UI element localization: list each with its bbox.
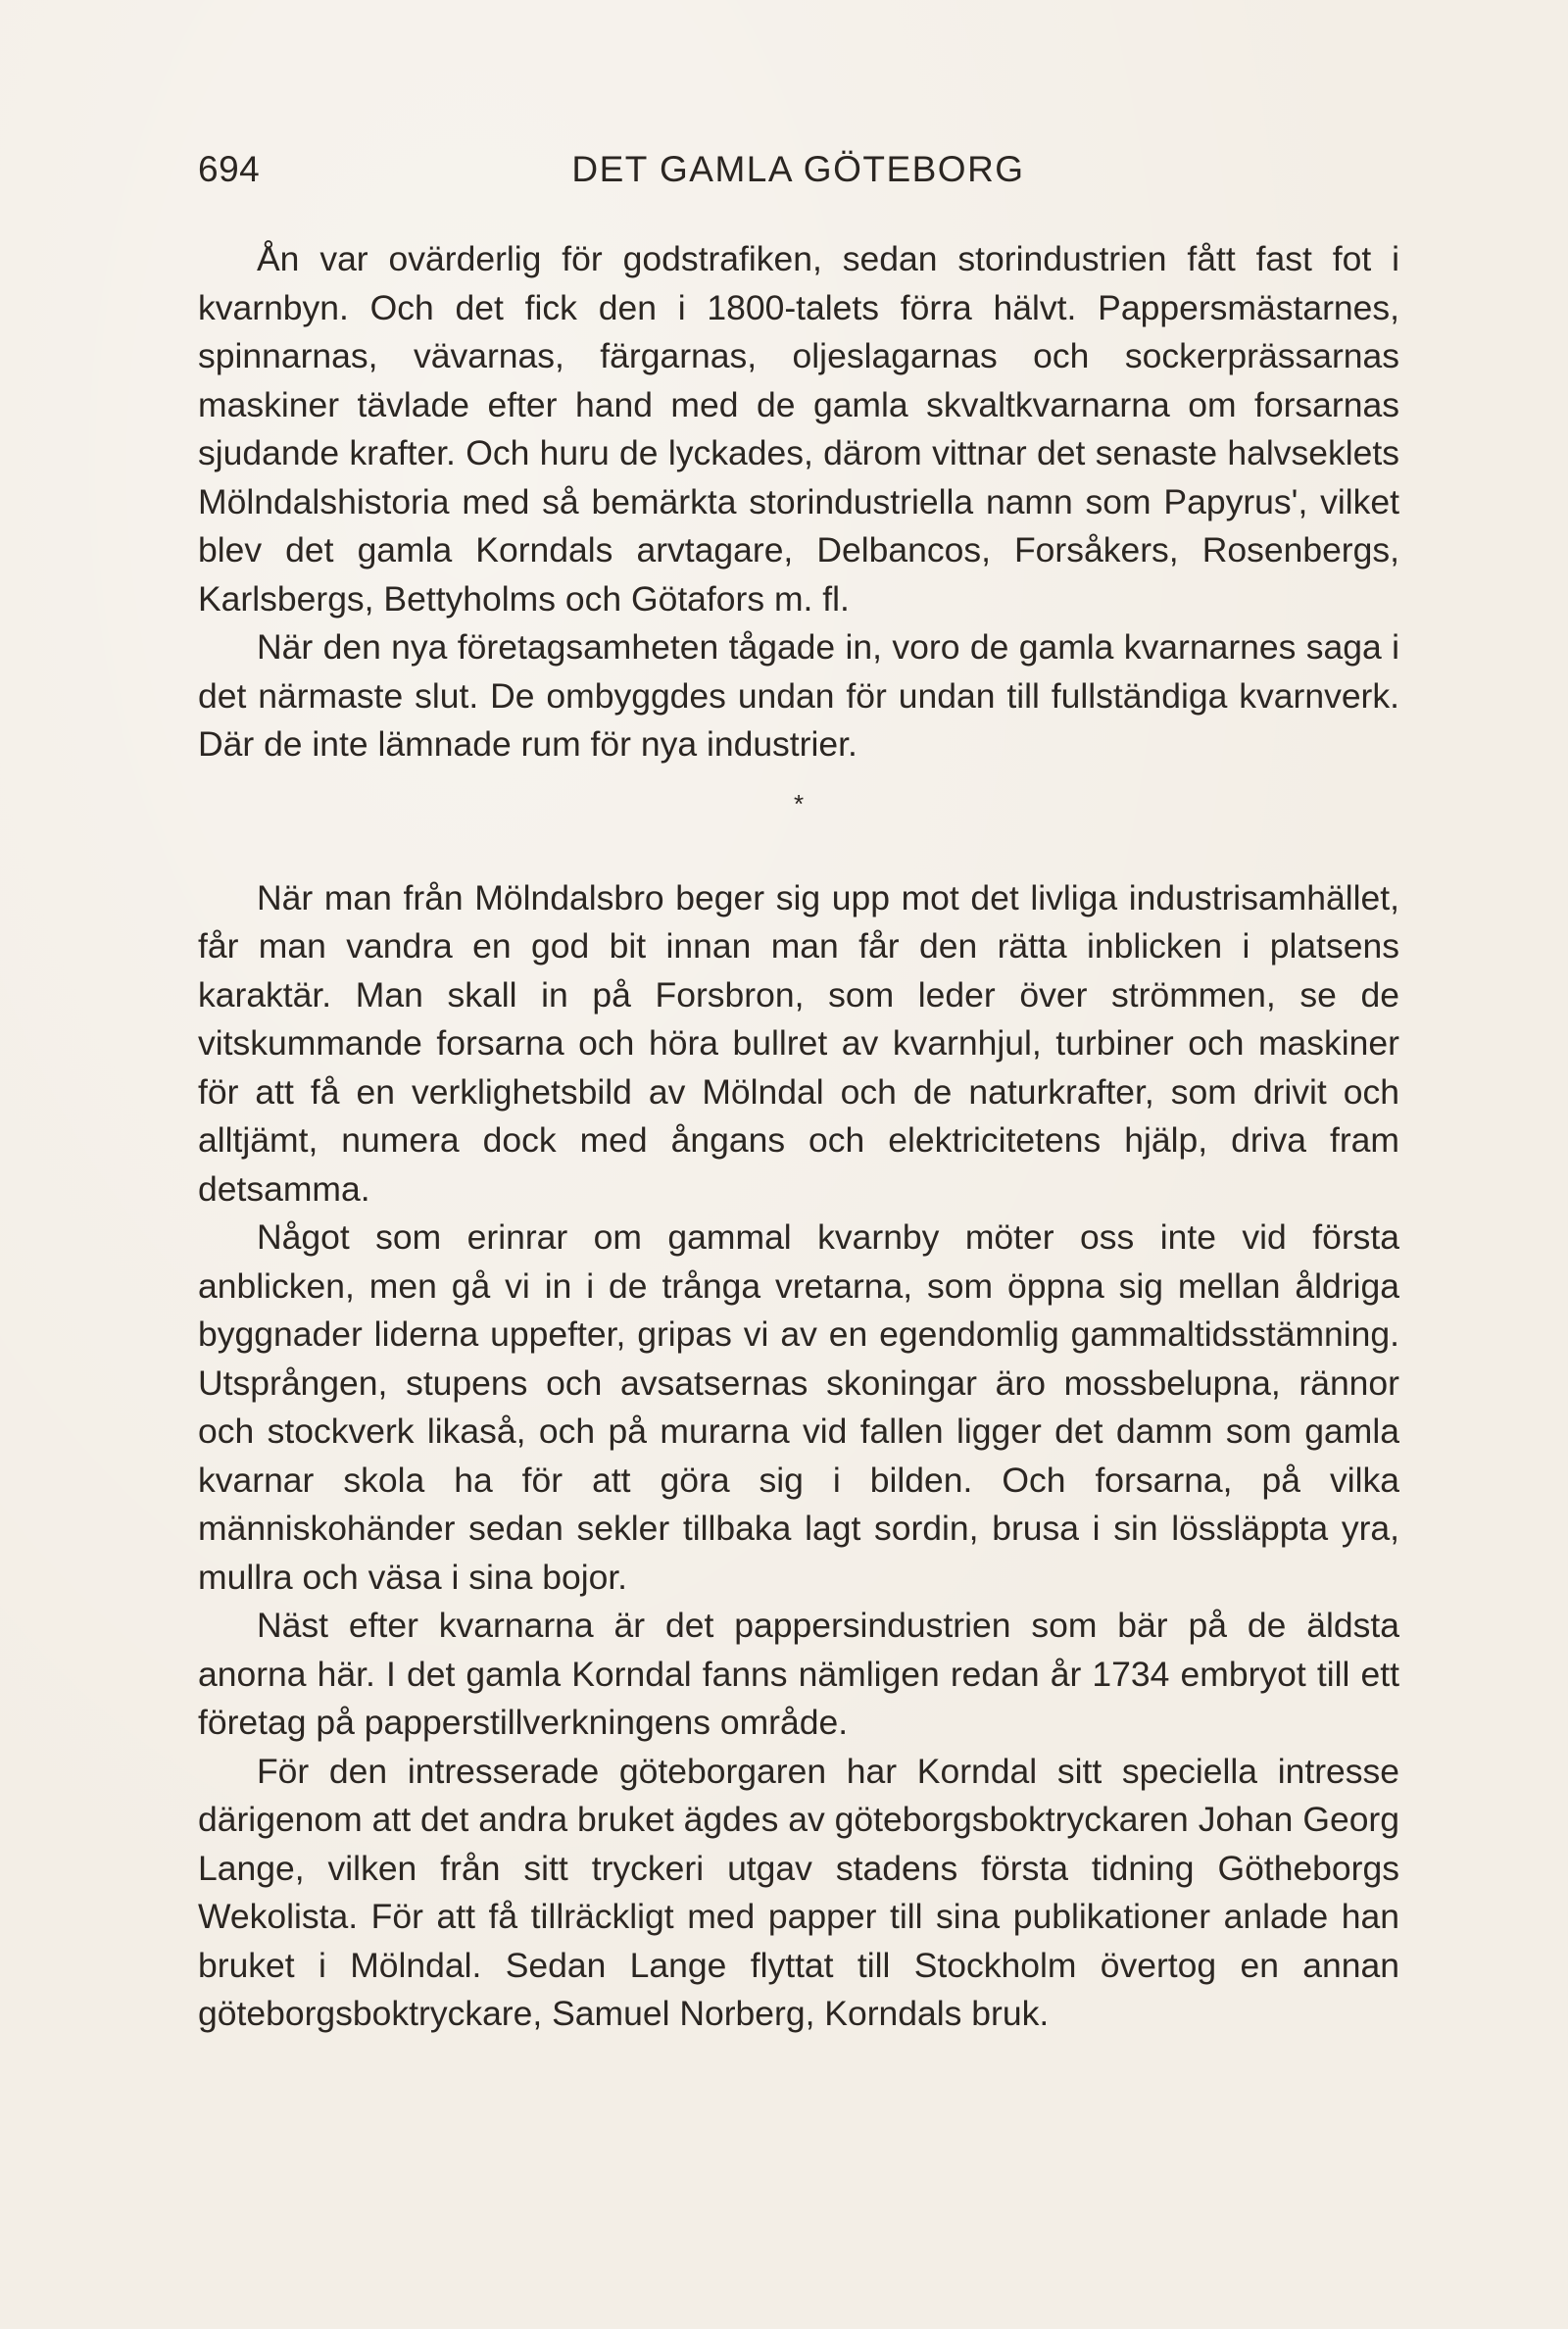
paragraph: När man från Mölndalsbro beger sig upp mot det livliga industrisamhället, får man vandra en god bit innan man får den rätta inblicken i platsens karaktär. Man skall in på Forsbron, som leder över strömmen, se de vitskummande forsarna och höra bullret av kvarnhjul, turbiner och maskiner för att få en verklighetsbild av Mölndal och de naturkrafter, som drivit och alltjämt, numera dock med ångans och elektricitetens hjälp, driva fram detsamma. bbox=[198, 877, 1399, 1209]
paragraph: Ån var ovärderlig för godstrafiken, sedan storindustrien fått fast fot i kvarnbyn. Och det fick den i 1800-talets förra hälvt. Pappersmästarnes, spinnarnas, vävarnas, färgarnas, oljeslagarnas och sockerprässarnas maskiner tävlade efter hand med de gamla skvaltkvarnarna om forsarnas sjudande krafter. Och huru de lyckades, därom vittnar det senaste halvseklets Mölndalshistoria med så bemärkta storindustriella namn som Papyrus', vilket blev det gamla Korndals arvtagare, Delbancos, Forsåkers, Rosenbergs, Karlsbergs, Bettyholms och Götafors m. fl. bbox=[198, 239, 1399, 619]
section-divider: * bbox=[793, 788, 805, 818]
body-text bbox=[198, 235, 1399, 2039]
paragraph: Något som erinrar om gammal kvarnby möter oss inte vid första anblicken, men gå vi in i de trånga vretarna, som öppna sig mellan åldriga byggnader liderna uppefter, gripas vi av en egendomlig gammaltidsstämning. Utsprången, stupens och avsatsernas skoningar äro mossbelupna, rännor och stockverk likaså, och på murarna vid fallen ligger det damm som gamla kvarnar skola ha för att göra sig i bilden. Och forsarna, på vilka människohänder sedan sekler tillbaka lagt sordin, brusa i sin lössläppta yra, mullra och väsa i sina bojor. bbox=[198, 1217, 1399, 1597]
paragraph: Näst efter kvarnarna är det pappersindustrien som bär på de äldsta anorna här. I det gamla Korndal fanns nämligen redan år 1734 embryot till ett företag på papperstillverkningens område. bbox=[198, 1606, 1399, 1742]
page-header bbox=[198, 149, 1398, 204]
page-number: 694 bbox=[198, 149, 261, 189]
running-title: DET GAMLA GÖTEBORG bbox=[571, 149, 1025, 189]
paragraph: För den intresserade göteborgaren har Korndal sitt speciella intresse därigenom att det andra bruket ägdes av göteborgsboktryckaren Johan Georg Lange, vilken från sitt tryckeri utgav stadens första tidning Götheborgs Wekolista. För att få tillräckligt med papper till sina publikationer anlade han bruket i Mölndal. Sedan Lange flyttat till Stockholm övertog en annan göteborgsboktryckare, Samuel Norberg, Korndals bruk. bbox=[198, 1751, 1399, 2033]
paragraph: När den nya företagsamheten tågade in, voro de gamla kvarnarnes saga i det närmaste slut. De ombyggdes undan för undan till fullständiga kvarnverk. Där de inte lämnade rum för nya industrier. bbox=[198, 627, 1399, 764]
